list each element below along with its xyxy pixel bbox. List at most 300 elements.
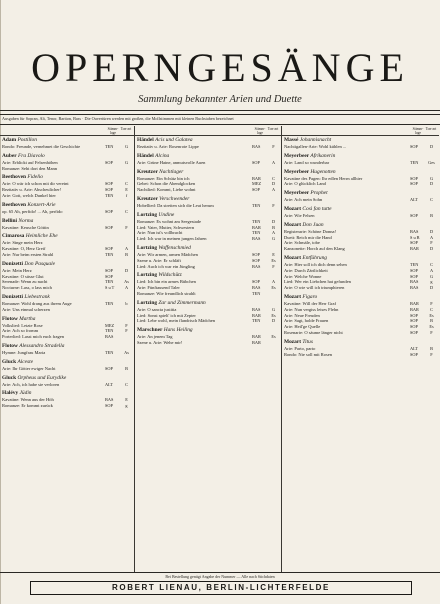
opera-title: Alessandro Stradella [19,342,65,349]
entry-voice: SOP [105,246,113,252]
composer-section [2,202,134,215]
composer-section [284,169,439,188]
catalog-entry [2,350,134,356]
composer-name: Mozart [284,254,302,261]
composer-section [2,316,134,340]
column-header [0,126,134,136]
entry-key: F [125,322,128,328]
entry-title: Arie: O sancta justitia [137,306,177,312]
composer-heading [2,390,134,397]
entry-title: Arie: Nun vergiss leises Flehn [284,306,339,312]
opera-title: Afrikanerin [310,152,336,159]
entry-key: F [430,300,433,306]
edition-note: Ausgaben für Sopran, Alt, Tenor, Bariton, Bass · Die Ouvertüren werden mit großen, die Mollstimmen mit kleinen Buchstaben bezeichnet [2,116,234,121]
entry-voice: BAR [410,306,419,312]
entry-voice: SOP [252,279,260,285]
composer-heading [284,169,439,176]
entry-title: Arie: Parto, parto [284,345,316,351]
composer-name: Mozart [284,205,302,212]
entry-voice: SOP [410,181,418,187]
entry-title: Arie: Ach mein Sohn [284,197,323,203]
entry-title: Romanze: Wie freundlich strahlt [137,290,196,296]
composer-name: Kreutzer [137,168,158,175]
composer-name: Flotow [2,342,18,349]
entry-key: G [124,144,129,149]
composer-heading [2,137,134,144]
entry-voice: SOP [410,318,418,324]
opera-title: Wildschütz [158,272,182,279]
composer-section [2,390,134,409]
composer-section [137,153,281,166]
entry-key: F [430,351,433,357]
composer-section [137,300,281,324]
composer-heading [137,137,281,144]
composer-name: Mozart [284,221,302,228]
entry-key: D [429,285,434,291]
entry-voice: SOP [410,273,418,279]
entry-voice: S u B [410,234,420,240]
opera-title: Alcina [155,152,170,159]
composer-name: Meyerbeer [284,152,310,159]
entry-title: Lied: Sonst spielt' ich mit Zepter [137,312,196,318]
composer-heading [2,343,134,350]
opera-title: Figaro [302,293,318,300]
catalog-entry [2,252,134,258]
entry-voice: SOP [410,351,418,357]
entry-key: D [271,318,276,324]
entry-voice: TEN [252,318,261,324]
entry-voice: BAR [252,339,261,345]
composer-name: Lortzing [137,211,158,218]
entry-voice: SOP [252,251,260,257]
entry-key: G [429,273,434,279]
catalog-column-2 [135,126,282,572]
entry-title: Rondo: Freunde, vernehmet die Geschichte [2,144,81,149]
composer-heading [2,261,134,268]
composer-heading [284,255,439,262]
entry-voice: BAR [410,300,419,306]
entry-key: C [125,208,128,214]
composer-section [2,359,134,372]
entry-voice: TEN [105,279,114,285]
entry-voice: TEN [252,290,261,296]
entry-key: D [429,246,434,252]
catalog-entry [284,213,439,219]
entry-voice: BAS [105,334,114,340]
entry-key: E [125,397,128,403]
entry-title: Rosenarie: O säume länger nicht [284,329,343,335]
composer-section [284,190,439,203]
composer-heading [137,300,281,307]
entry-voice: SOP [105,181,113,187]
entry-key: As [124,279,129,285]
catalog-entry [137,236,281,242]
opera-title: Konzert-Arie [27,201,56,208]
entry-key: A [271,279,276,285]
opera-title: Postillon [17,137,37,143]
composer-heading [2,202,134,209]
entry-voice: SOP [252,257,260,263]
entry-key: F [125,224,128,230]
entry-voice: ALT [410,197,418,203]
entry-title: Arie: O wie will ich triumphieren [284,285,345,291]
composer-name: Donizetti [2,260,23,267]
entry-title: Arie: Ach, ich habe sie verloren [2,381,60,387]
entry-title: Kavatine: Keusche Göttin [2,224,49,230]
composer-heading [137,212,281,219]
composer-name: Flotow [2,315,18,322]
entry-key: A [429,234,434,240]
entry-title: Serenade: Wenn zu nacht [2,279,48,285]
entry-key: A [124,246,129,252]
entry-voice: TEN [105,144,114,149]
opera-title: Undine [158,211,175,218]
entry-voice: BAS [252,263,261,269]
composer-heading [284,190,439,197]
entry-voice: SOP [105,403,113,409]
entry-key: Ges [428,159,435,165]
key-header: Ton-art [120,127,132,131]
opera-title: Alceste [17,358,34,365]
entry-key: A [429,267,434,273]
entry-key: D [271,181,276,187]
entry-key: g [430,279,433,285]
entry-voice: SOP [105,224,113,230]
composer-section [2,137,134,150]
composer-section [284,206,439,219]
entry-key: F [272,202,275,208]
composer-section [2,261,134,291]
catalog-entry [137,203,281,209]
entry-voice: SOP [410,324,418,330]
entry-title: Arie: Nur beim ersten Strahl [2,251,54,257]
composer-section [137,272,281,296]
entry-title: Arie: Fünftausend Taler [137,285,180,291]
entry-voice: TEN [105,192,114,198]
composer-name: Adam [2,137,17,143]
entry-title: Arie: Wie Felsen [284,212,315,218]
entry-title: Arie: Durch Zärtlichkeit [284,267,328,273]
composer-heading [137,153,281,160]
composer-heading [2,174,134,181]
entry-title: Romanze: Seht dort den Mann [2,165,57,171]
entry-title: Lied: Ich bin ein armes Bübchen [137,279,196,285]
entry-key: C [125,381,128,387]
entry-voice: SOP [410,312,418,318]
composer-heading [284,206,439,213]
entry-key: F [430,240,433,246]
entry-key: F [272,144,275,149]
entry-voice: MEZ [252,181,262,187]
column-header [282,126,439,136]
catalog-entry [284,246,439,252]
composer-section [137,137,281,150]
entry-voice: BAR [252,334,261,340]
entry-title: Registerarie: Schöne Donna! [284,228,336,234]
catalog-entry [2,403,134,409]
catalog-entry [2,334,134,340]
opera-title: Don Juan [302,221,324,228]
catalog-entry [284,160,439,166]
footer-rule [0,572,440,573]
entry-voice: SOP [410,175,418,181]
entry-voice: SOP [410,267,418,273]
footer-note: Bei Bestellung genügt Angabe der Nummer — Alle nach Stichdaten [165,574,275,579]
composer-heading [284,153,439,160]
entry-voice: SOP [105,365,113,371]
opera-title: Verschwender [159,195,190,202]
entry-voice: TEN [105,328,114,334]
opera-title: Hugenotten [310,168,336,175]
catalog-entry [2,285,134,291]
entry-key: G [271,236,276,242]
composer-name: Bellini [2,217,17,224]
entry-voice: BAR [252,224,261,230]
entry-voice: TEN [105,349,114,355]
catalog-entry [2,382,134,388]
entry-title: Arie: Heil'ge Quelle [284,324,321,330]
entry-key: Es [271,312,276,318]
entry-title: Lied: Auch ich war ein Jüngling [137,263,195,269]
entry-key: B [125,365,128,371]
entry-title: Duett: Reich mir die Hand [284,234,332,240]
catalog-entry [137,144,281,150]
entry-title: Hobellied: Da streiten sich die Leut herum [137,202,214,208]
opera-title: Orpheus und Eurydike [17,374,67,381]
entry-voice: ALT [105,381,113,387]
entry-voice: BAS [252,144,261,149]
entry-title: Nachtigallen-Arie: Wohl kühlen ... [284,144,347,149]
entry-key: G [124,159,129,165]
entry-key: Es [429,324,434,330]
entry-key: D [271,218,276,224]
entry-key: F [272,263,275,269]
entry-title: Volkslied: Letzte Rose [2,322,43,328]
publisher-imprint: ROBERT LIENAU, BERLIN-LICHTERFELDE [30,581,412,595]
composer-name: Gluck [2,374,17,381]
composer-name: Marschner [137,327,163,334]
entry-voice: SOP [410,240,418,246]
entry-voice: TEN [105,251,114,257]
entry-title: Romanze: Es wohnt am Seegestade [137,218,201,224]
composer-heading [137,196,281,203]
entry-title: Kavatine des Pagen: Ihr edlen Herrn allhier [284,175,363,181]
entry-title: Szene u. Arie: Wehe mir! [137,339,183,345]
catalog-column-3 [282,126,439,572]
entry-key: Es [271,334,276,340]
composer-name: Halévy [2,390,19,397]
entry-title: Rezitativ u. Arie: Abscheulicher! [2,187,62,193]
composer-section [284,339,439,358]
page-title: OPERNGESÄNGE [31,45,409,90]
entry-key: Es [429,312,434,318]
entry-voice: SOP [252,159,260,165]
entry-voice: SOP [105,208,113,214]
entry-key: C [430,261,433,267]
entry-voice: BAS [410,279,419,285]
catalog-entry [2,193,134,199]
composer-name: Donizetti [2,293,23,300]
entry-voice: SOP [410,212,418,218]
voice-range-header: Stimm-lage [107,127,119,135]
composer-name: Massé [284,137,299,143]
entry-title: Romanze: Ein Schütz bin ich [137,175,190,181]
opera-title: Acis und Galatea [155,137,193,143]
entry-key: b [125,300,128,306]
entry-title: Arie: Welche Wonne [284,273,322,279]
entry-voice: SOP [105,159,113,165]
entry-title: Arie: Gott, welch Dunkel hier [2,192,56,198]
composer-section [284,222,439,252]
entry-key: B [125,251,128,257]
composer-section [2,375,134,388]
entry-key: C [272,175,275,181]
entry-key: A [271,230,276,236]
composer-heading [137,327,281,334]
entry-voice: BAR [252,312,261,318]
entry-title: Nocturne: Lass, o lass mich [2,285,52,291]
composer-heading [2,294,134,301]
entry-key: F [125,328,128,334]
catalog-entry [137,340,281,346]
opera-title: Nachtlager [159,168,184,175]
opera-title: Hans Heiling [163,327,193,334]
entry-voice: BAS [252,306,261,312]
key-header: Ton-art [425,127,437,131]
entry-title: Lied: Vater, Mutter, Schwestern [137,224,195,230]
catalog-entry [2,307,134,313]
composer-section [2,343,134,356]
entry-title: Arie: Mein Herz [2,267,32,273]
entry-voice: BAR [252,175,261,181]
entry-key: G [271,306,276,312]
catalog-entry [137,318,281,324]
entry-voice: MEZ [105,322,115,328]
entry-title: Arie: Land so wunderbar [284,159,330,165]
entry-voice: SOP [252,187,260,193]
entry-key: C [430,306,433,312]
opera-title: Waffenschmied [158,244,191,251]
catalog-entry [284,197,439,203]
composer-section [2,174,134,198]
voice-range-header: Stimm-lage [254,127,266,135]
opera-title: Jüdin [19,390,32,397]
entry-title: Kanzonette: Horch auf den Klang [284,246,345,252]
composer-name: Gluck [2,358,17,365]
entry-key: B [430,345,433,351]
catalog-list [135,136,281,346]
page-subtitle: Sammlung bekannter Arien und Duette [138,94,302,105]
composer-heading [284,137,439,144]
entry-voice: BAS [252,236,261,242]
composer-section [137,196,281,209]
entry-key: G [429,175,434,181]
entry-title: Arie: O glücklich Land [284,181,326,187]
entry-key: B [430,212,433,218]
entry-voice: TEN [410,159,419,165]
opera-title: Johannisnacht [299,137,332,143]
entry-title: Porterlied: Lasst mich euch fragen [2,334,64,340]
entry-voice: TEN [410,261,419,267]
opera-title: Norma [18,217,34,224]
composer-name: Beethoven [2,201,26,208]
entry-key: C [430,197,433,203]
entry-voice: BAS [410,285,419,291]
entry-voice: ALT [410,345,418,351]
composer-heading [2,359,134,366]
opera-title: Zar und Zimmermann [158,299,206,306]
composer-name: Händel [137,152,154,159]
entry-title: Arie: An jenem Tag [137,334,173,340]
opera-title: Liebestrank [24,293,50,300]
composer-heading [284,222,439,229]
entry-key: f [125,192,128,198]
catalog-entry [284,181,439,187]
catalog-entry [284,285,439,291]
composer-name: Mozart [284,293,302,300]
entry-title: Arie: Hier soll ich dich denn sehen [284,261,347,267]
entry-voice: BAS [105,397,114,403]
catalog-entry [2,209,134,215]
entry-key: E [272,251,275,257]
entry-voice: BAR [410,246,419,252]
entry-title: Arie: Ihr Götter ewiger Nacht [2,365,56,371]
entry-title: Arie: Sagt, holde Frauen [284,318,329,324]
entry-title: Szene u. Arie: Er schläft [137,257,181,263]
entry-key: As [124,349,129,355]
entry-voice: SOP [105,187,113,193]
entry-key: A [124,285,129,291]
composer-heading [284,294,439,301]
composer-name: Cimarosa [2,233,25,240]
composer-section [137,212,281,242]
composer-heading [137,169,281,176]
entry-title: op. 65 Ah, perfido! ... Ah, perfido [2,208,63,214]
composer-heading [2,316,134,323]
catalog-entry [2,366,134,372]
entry-voice: SOP [410,329,418,335]
composer-section [284,294,439,336]
entry-title: Arie: Singe mein Herz [2,240,43,246]
entry-title: Rondo: Nie soll mit Rosen [284,351,333,357]
entry-title: Arie: Nun ist's vollbracht [137,230,183,236]
entry-title: Hymne: Jungfrau Maria [2,349,46,355]
opera-title: Don Pasquale [24,260,56,267]
composer-heading [2,233,134,240]
composer-name: Beethoven [2,174,26,181]
opera-title: Martha [19,315,36,322]
opera-title: Heimliche Ehe [25,233,58,240]
catalog-entry [284,352,439,358]
composer-section [284,153,439,166]
entry-voice: BAS [252,285,261,291]
composer-heading [284,339,439,346]
entry-title: Arie: Schmäle, tobe [284,240,320,246]
entry-title: Arie: O wär ich schon mit dir vereint [2,181,69,187]
entry-title: Nachtlied: Kommt, Liebe wohnt [137,187,196,193]
entry-title: Arie: Uns einmal scherzen [2,306,50,312]
entry-voice: SOP [105,273,113,279]
composer-heading [137,245,281,252]
opera-title: Prophet [310,190,328,197]
entry-key: F [430,329,433,335]
entry-key: D [429,144,434,149]
composer-name: Händel [137,137,154,143]
entry-title: Kavatine: Wenn aus der Höh [2,397,54,403]
entry-key: D [429,228,434,234]
entry-key: g [125,403,128,409]
catalog-entry [2,166,134,172]
